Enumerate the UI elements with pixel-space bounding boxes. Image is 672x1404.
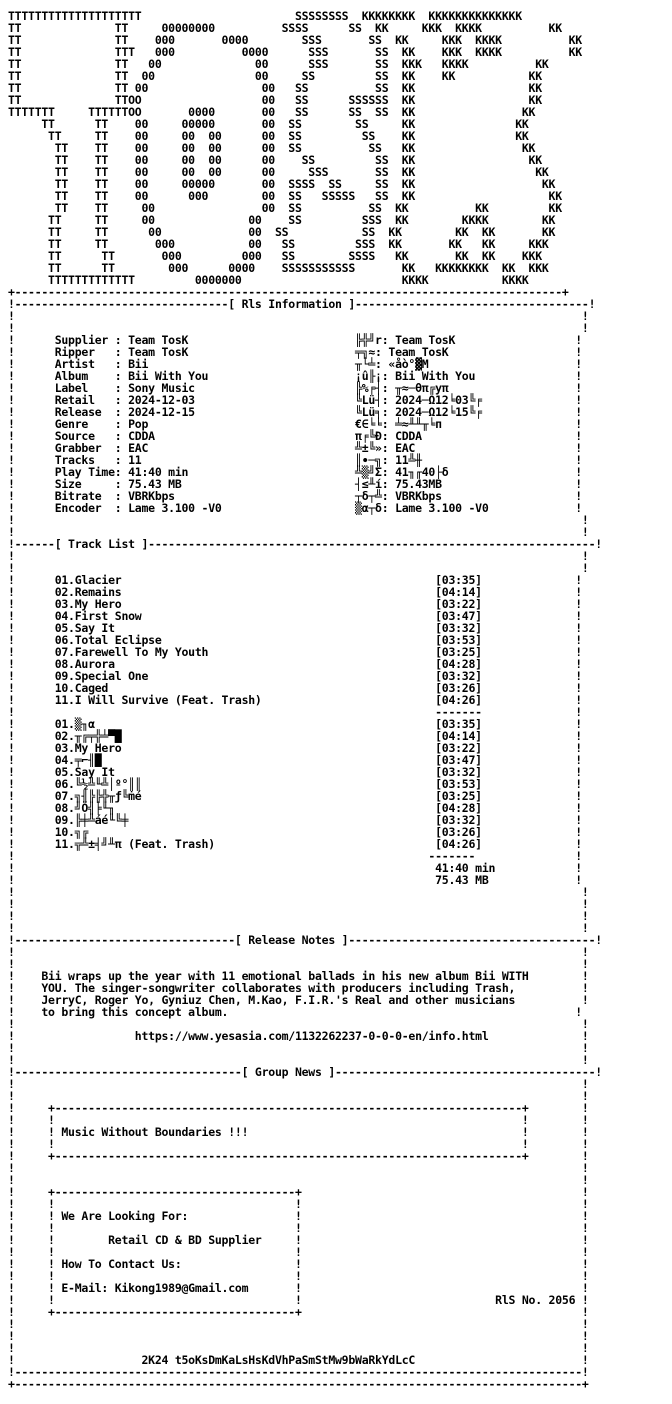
nfo-line: TTTTTTTTTTTTTTTTTTTT SSSSSSSS KKKKKKKK KKKKKKKKKKKKKK xyxy=(8,9,522,23)
nfo-line: ! to bring this concept album. ! xyxy=(8,1005,582,1019)
nfo-line: ! ! xyxy=(8,945,589,959)
nfo-line: TT TT 00 00 00 00 SS SS KK KK xyxy=(8,129,529,143)
nfo-line: ! +------------------------------------+ ! xyxy=(8,1185,589,1199)
nfo-line: ! 41:40 min ! xyxy=(8,861,582,875)
nfo-line: ! ! Retail CD & BD Supplier ! ! xyxy=(8,1233,589,1247)
nfo-line: ! Retail : 2024-12-03 ╚Lü┤: 2024─Ω12╘03╚╒ ! xyxy=(8,393,582,407)
nfo-line: TT TTOO 00 SS SSSSSS KK KK xyxy=(8,93,542,107)
nfo-line: ! +----------------------------------------------------------------------+ ! xyxy=(8,1149,589,1163)
nfo-line: ! Source : CDDA π╒╚Ð: CDDA ! xyxy=(8,429,582,443)
nfo-line: ! ! xyxy=(8,1161,589,1175)
nfo-line: ! ! xyxy=(8,513,589,527)
nfo-line: ! JerryC, Roger Yo, Gyniuz Chen, M.Kao, F.I.R.'s Real and other musicians ! xyxy=(8,993,589,1007)
nfo-line: ! 07.Farewell To My Youth [03:25] ! xyxy=(8,645,582,659)
nfo-line: ! Bitrate : VBRKbps ┬δ┬╩: VBRKbps ! xyxy=(8,489,582,503)
nfo-line: TT TT 00 00 SS SS KK KK KK xyxy=(8,201,562,215)
nfo-line: ! Album : Bii With You ¡û╟¡: Bii With You ! xyxy=(8,369,582,383)
nfo-line: ! Genre : Pop €∈╘╘: ╧≈╨╨╥╘п ! xyxy=(8,417,582,431)
nfo-line: ! 05.Say It [03:32] ! xyxy=(8,765,582,779)
nfo-line: TT TTT 000 0000 SSS SS KK KKK KKKK KK xyxy=(8,45,582,59)
nfo-line: ! ! xyxy=(8,921,589,935)
nfo-line: ! 01.Glacier [03:35] ! xyxy=(8,573,582,587)
nfo-line: TT TT 00 00 00 00 SSS SS KK KK xyxy=(8,165,549,179)
nfo-line: ! ! xyxy=(8,1041,589,1055)
nfo-line: ! +------------------------------------+ ! xyxy=(8,1305,589,1319)
nfo-line: TT TT 000 0000 SSS SS KK KKK KKKK KK xyxy=(8,33,582,47)
nfo-line: ! ------- ! xyxy=(8,705,582,719)
nfo-line: ! ! ! ! xyxy=(8,1113,589,1127)
nfo-line: TT TT 00000000 SSSS SS KK KKK KKKK KK xyxy=(8,21,562,35)
nfo-line: ! 10.Caged [03:26] ! xyxy=(8,681,582,695)
nfo-line: ! Release : 2024-12-15 ╚Lü╕: 2024─Ω12╘15╚╒ ! xyxy=(8,405,582,419)
nfo-line: ! YOU. The singer-songwriter collaborates with producers including Trash, ! xyxy=(8,981,589,995)
nfo-line: TT TT 00 00 SS SS KK KK xyxy=(8,81,542,95)
nfo-line: ! ! xyxy=(8,885,589,899)
nfo-line: TT TT 00 00000 00 SSSS SS SS KK KK xyxy=(8,177,556,191)
nfo-line: TT TT 00 00 00 00 SS SS KK KK xyxy=(8,141,536,155)
nfo-line: ! ! xyxy=(8,909,589,923)
nfo-line: ! 06.╚½╩╙╩│º°║║ [03:53] ! xyxy=(8,777,582,791)
nfo-line: ! 08.╝Ö╣╞╙╖ [04:28] ! xyxy=(8,801,582,815)
nfo-line: ! Grabber : EAC ╩±╚»: EAC ! xyxy=(8,441,582,455)
nfo-line: !----------------------------------[ Group News ]---------------------------------------! xyxy=(8,1065,602,1079)
nfo-line: ! ! ! ! xyxy=(8,1221,589,1235)
nfo-line: ! ! We Are Looking For: ! ! xyxy=(8,1209,589,1223)
nfo-line: ! ! xyxy=(8,1329,589,1343)
nfo-line: TTTTTTTTTTTTT 0000000 KKKK KKKK xyxy=(8,273,529,287)
nfo-line: ! 02.╥╔╤╬╧▀█ [04:14] ! xyxy=(8,729,582,743)
nfo-line: ! ! xyxy=(8,897,589,911)
nfo-line: ! Artist : Bii ╥└╧: «åò°▓M ! xyxy=(8,357,582,371)
nfo-line: ! ! xyxy=(8,957,589,971)
nfo-line: ! 04.First Snow [03:47] ! xyxy=(8,609,582,623)
nfo-line: +-------------------------------------------------------------------------------------+ xyxy=(8,1377,589,1391)
nfo-line: ! ! xyxy=(8,1173,589,1187)
nfo-line: ! ! ! ! xyxy=(8,1197,589,1211)
nfo-line: ! Size : 75.43 MB ┤≤╨í: 75.43MB ! xyxy=(8,477,582,491)
nfo-line: ! ! xyxy=(8,1317,589,1331)
nfo-line: ! 03.My Hero [03:22] ! xyxy=(8,741,582,755)
nfo-line: ! ------- ! xyxy=(8,849,582,863)
nfo-line: ! ! ! RlS No. 2056 ! xyxy=(8,1293,589,1307)
nfo-line: ! 09.Special One [03:32] ! xyxy=(8,669,582,683)
nfo-line: TT TT 00 00 SS SS KK KK KK KK xyxy=(8,225,556,239)
nfo-line: ! ! xyxy=(8,321,589,335)
nfo-line: ! 01.▒╖α [03:35] ! xyxy=(8,717,582,731)
nfo-line: ! 06.Total Eclipse [03:53] ! xyxy=(8,633,582,647)
nfo-line: TT TT 000 0000 SSSSSSSSSSS KK KKKKKKKK KK KKK xyxy=(8,261,549,275)
nfo-line: ! ! xyxy=(8,1089,589,1103)
nfo-line: ! ! Music Without Boundaries !!! ! ! xyxy=(8,1125,589,1139)
nfo-line: ! +----------------------------------------------------------------------+ ! xyxy=(8,1101,589,1115)
nfo-line: ! ! xyxy=(8,1077,589,1091)
nfo-line: TT TT 00 00 SS SS KK KK KK xyxy=(8,69,542,83)
nfo-line: ! ! ! ! xyxy=(8,1245,589,1259)
nfo-line: +----------------------------------------------------------------------------------+ xyxy=(8,285,569,299)
nfo-line: ! 75.43 MB ! xyxy=(8,873,582,887)
nfo-line: ! ! xyxy=(8,561,589,575)
nfo-line: ! 11.I Will Survive (Feat. Trash) [04:26] ! xyxy=(8,693,582,707)
nfo-line: ! 10.╗╔ [03:26] ! xyxy=(8,825,582,839)
nfo-line: TT TT 00 00 00 00 SS SS KK KK xyxy=(8,153,542,167)
nfo-line: ! ! E-Mail: Kikong1989@Gmail.com ! ! xyxy=(8,1281,589,1295)
nfo-line: ! 11.╦╩±╡╝╨π (Feat. Trash) [04:26] ! xyxy=(8,837,582,851)
nfo-line: TT TT 00 000 00 SS SSSSS SS KK KK xyxy=(8,189,562,203)
nfo-line: ! 08.Aurora [04:28] ! xyxy=(8,657,582,671)
nfo-line: ! ! How To Contact Us: ! ! xyxy=(8,1257,589,1271)
nfo-line: TT TT 000 000 SS SSSS KK KK KK KKK xyxy=(8,249,542,263)
nfo-line: ! ! xyxy=(8,309,589,323)
nfo-line: ! Bii wraps up the year with 11 emotional ballads in his new album Bii WITH ! xyxy=(8,969,589,983)
nfo-line: ! Ripper : Team TosK ╤╗≈: Team TosK ! xyxy=(8,345,582,359)
nfo-line: ! https://www.yesasia.com/1132262237-0-0-0-en/info.html ! xyxy=(8,1029,589,1043)
nfo-line: ! Play Time: 41:40 min ╩▒╝Σ: 41╖╓40├δ ! xyxy=(8,465,582,479)
nfo-line: ! ! xyxy=(8,549,589,563)
nfo-line: ! 05.Say It [03:32] ! xyxy=(8,621,582,635)
nfo-line: TT TT 00 00 SS SSS KK KKKK KK xyxy=(8,213,556,227)
nfo-line: ! 04.╤⌐╢█ [03:47] ! xyxy=(8,753,582,767)
nfo-line: TT TT 00 00000 00 SS SS KK KK xyxy=(8,117,529,131)
nfo-line: ! 09.╠╪╩áé╙╚╪ [03:32] ! xyxy=(8,813,582,827)
nfo-line: !-------------------------------------------------------------------------------------! xyxy=(8,1365,589,1379)
nfo-line: ! 03.My Hero [03:22] ! xyxy=(8,597,582,611)
nfo-line: ! 07.╗╢╠╠╬╥ƒ╚ṁé [03:25] ! xyxy=(8,789,582,803)
nfo-line: !------[ Track List ]-------------------------------------------------------------------! xyxy=(8,537,602,551)
nfo-line: ! ! xyxy=(8,1341,589,1355)
nfo-line: ! ! ! ! xyxy=(8,1269,589,1283)
nfo-line: ! 2K24 t5oKsDmKaLsHsKdVhPaSmStMw9bWaRkYdLcC ! xyxy=(8,1353,589,1367)
nfo-line: ! ! xyxy=(8,525,589,539)
nfo-line: TT TT 000 00 SS SSS KK KK KK KKK xyxy=(8,237,549,251)
nfo-line: ! Tracks : 11 ║∙─╗: 11╩╫ ! xyxy=(8,453,582,467)
nfo-line: ! ! xyxy=(8,1017,589,1031)
nfo-line: ! 02.Remains [04:14] ! xyxy=(8,585,582,599)
nfo-line: ! Label : Sony Music ╠%╒┤: ╥≈─θπ╔уπ ! xyxy=(8,381,582,395)
nfo-line: ! Encoder : Lame 3.100 -V0 ▒α┬δ: Lame 3.100 -V0 ! xyxy=(8,501,582,515)
nfo-line: TT TT 00 00 SSS SS KKK KKKK KK xyxy=(8,57,549,71)
nfo-line: TTTTTTT TTTTTTOO 0000 00 SS SS SS KK KK xyxy=(8,105,536,119)
nfo-line: !---------------------------------[ Release Notes ]-------------------------------------! xyxy=(8,933,602,947)
nfo-line: ! Supplier : Team TosK ╠╬╝r: Team TosK ! xyxy=(8,333,582,347)
nfo-line: !--------------------------------[ Rls Information ]-----------------------------------! xyxy=(8,297,596,311)
nfo-line: ! ! ! ! xyxy=(8,1137,589,1151)
nfo-line: ! ! xyxy=(8,1053,589,1067)
